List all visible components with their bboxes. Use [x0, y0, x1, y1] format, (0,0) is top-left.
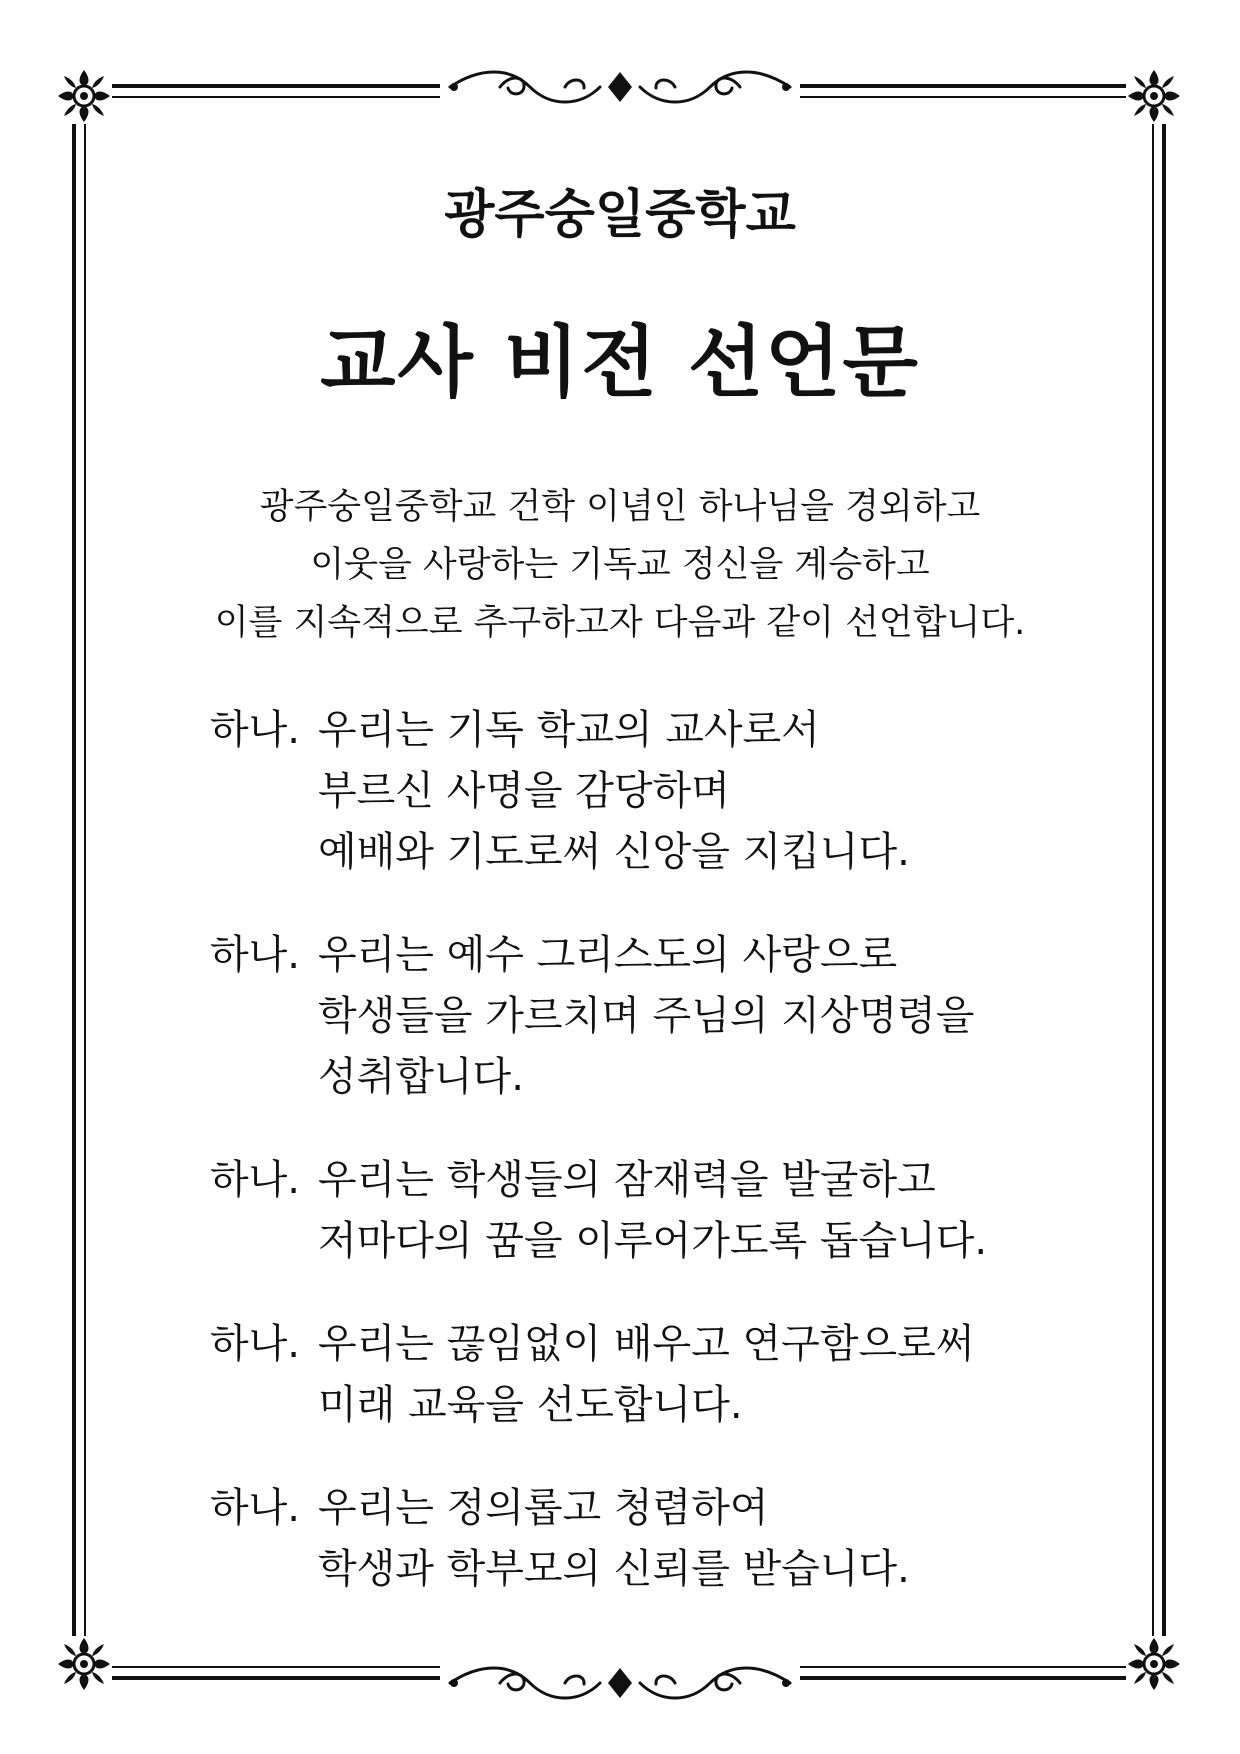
pledge-marker: 하나. — [210, 1157, 300, 1203]
pledge-line: 부르신 사명을 감당하며 — [318, 768, 730, 814]
corner-ornament-icon — [1126, 68, 1182, 124]
pledge-line: 저마다의 꿈을 이루어가도록 돕습니다. — [318, 1218, 988, 1264]
pledge-marker: 하나. — [210, 932, 300, 978]
pledge-text — [318, 1478, 910, 1600]
flourish-ornament-icon — [440, 62, 800, 112]
pledge-line: 우리는 끊임없이 배우고 연구함으로써 — [318, 1321, 975, 1367]
corner-ornament-icon — [1126, 1636, 1182, 1692]
pledge-line: 우리는 기독 학교의 교사로서 — [318, 707, 820, 753]
pledge-text — [318, 925, 974, 1108]
pledge-line: 우리는 예수 그리스도의 사랑으로 — [318, 932, 898, 978]
pledge-item — [210, 700, 1110, 883]
preamble-line: 이를 지속적으로 추구하고자 다음과 같이 선언합니다. — [214, 603, 1026, 643]
pledge-line: 성취합니다. — [318, 1054, 524, 1100]
preamble-line: 이웃을 사랑하는 기독교 정신을 계승하고 — [310, 545, 930, 585]
corner-ornament-icon — [56, 68, 112, 124]
pledge-item — [210, 1314, 1110, 1436]
pledge-item — [210, 925, 1110, 1108]
preamble — [0, 478, 1240, 652]
pledge-line: 우리는 정의롭고 청렴하여 — [318, 1485, 769, 1531]
pledge-item — [210, 1150, 1110, 1272]
school-name: 광주숭일중학교 — [444, 184, 796, 245]
pledge-line: 미래 교육을 선도합니다. — [318, 1382, 743, 1428]
pledge-text — [318, 700, 910, 883]
pledge-line: 예배와 기도로써 신앙을 지킵니다. — [318, 829, 910, 875]
pledge-line: 학생과 학부모의 신뢰를 받습니다. — [318, 1546, 910, 1592]
pledge-marker: 하나. — [210, 707, 300, 753]
pledge-text — [318, 1150, 987, 1272]
page-title: 교사 비전 선언문 — [320, 317, 920, 408]
pledge-text — [318, 1314, 974, 1436]
pledge-marker: 하나. — [210, 1485, 300, 1531]
pledge-line: 학생들을 가르치며 주님의 지상명령을 — [318, 993, 975, 1039]
pledge-marker: 하나. — [210, 1321, 300, 1367]
preamble-line: 광주숭일중학교 건학 이념인 하나님을 경외하고 — [259, 487, 981, 527]
corner-ornament-icon — [56, 1636, 112, 1692]
flourish-ornament-icon — [440, 1658, 800, 1708]
pledge-line: 우리는 학생들의 잠재력을 발굴하고 — [318, 1157, 936, 1203]
pledge-item — [210, 1478, 1110, 1600]
pledge-list — [210, 700, 1110, 1642]
